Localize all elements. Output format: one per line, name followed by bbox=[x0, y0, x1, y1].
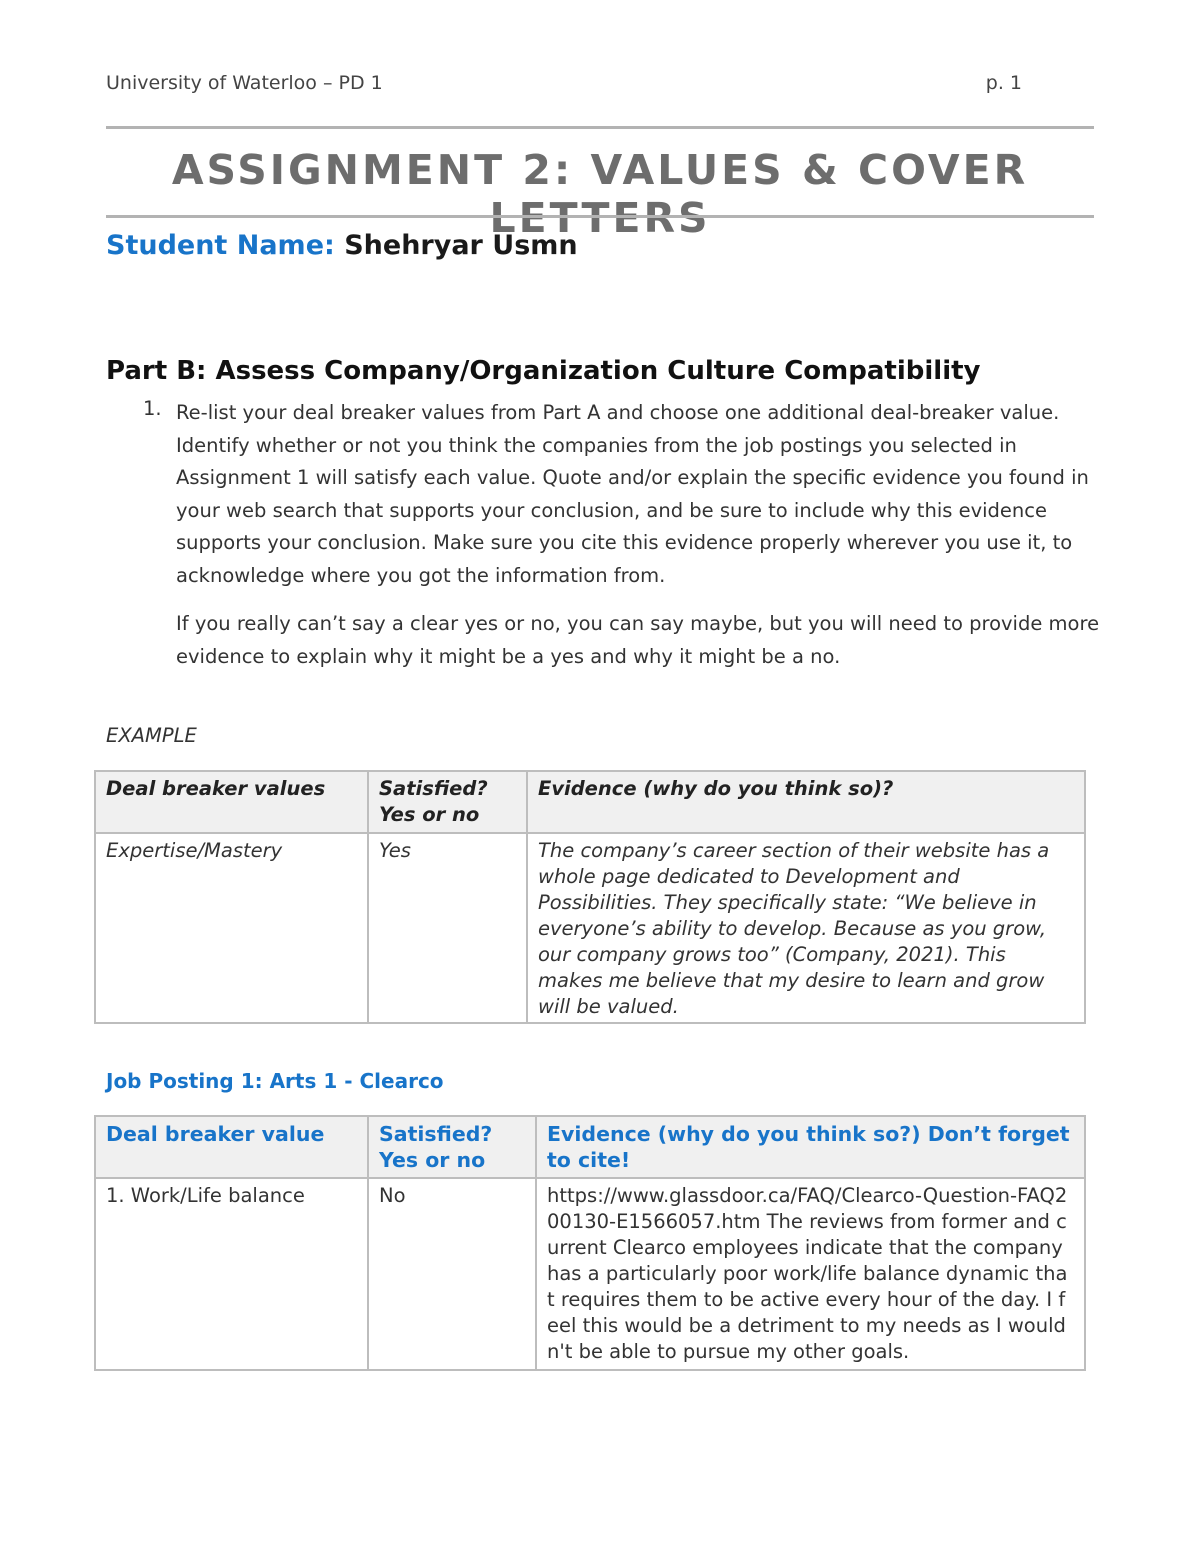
student-name-label: Student Name: bbox=[106, 230, 335, 261]
table-cell: 1. Work/Life balance bbox=[95, 1178, 368, 1370]
job-posting-heading: Job Posting 1: Arts 1 - Clearco bbox=[106, 1069, 444, 1093]
title-divider bbox=[106, 215, 1094, 218]
student-name-line bbox=[106, 230, 578, 261]
table-row bbox=[95, 833, 1085, 1023]
part-b-heading: Part B: Assess Company/Organization Culture Compatibility bbox=[106, 356, 981, 386]
table-cell: No bbox=[368, 1178, 536, 1370]
table-header-cell: Deal breaker values bbox=[95, 771, 368, 833]
header-page-number: p. 1 bbox=[985, 72, 1022, 94]
instruction-paragraph: Re-list your deal breaker values from Part A and choose one additional deal-breaker value. Identify whether or not you think the companies from the job postings you selected in Assignment 1 will satisfy each value. Quote and/or explain the specific evidence you found in your web search that supports your conclusion, and be sure to include why this evidence supports your conclusion. Make sure you cite this evidence properly wherever you use it, to acknowledge where you got the information from. bbox=[176, 401, 1089, 587]
job-posting-table bbox=[94, 1115, 1086, 1371]
table-header-cell: Satisfied? Yes or no bbox=[368, 1116, 536, 1178]
table-row bbox=[95, 1178, 1085, 1370]
student-name-value: Shehryar Usmn bbox=[344, 230, 578, 261]
table-header-cell: Satisfied? Yes or no bbox=[368, 771, 527, 833]
header-course: University of Waterloo – PD 1 bbox=[106, 72, 383, 94]
table-cell: The company’s career section of their website has a whole page dedicated to Development and Possibilities. They specifically state: “We believe in everyone’s ability to develop. Because as you grow, our company grows too” (Company, 2021). This makes me believe that my desire to learn and grow will be valued. bbox=[527, 833, 1085, 1023]
question-number: 1. bbox=[143, 397, 162, 420]
example-table bbox=[94, 770, 1086, 1024]
table-cell: Yes bbox=[368, 833, 527, 1023]
instruction-paragraph-maybe: If you really can’t say a clear yes or no, you can say maybe, but you will need to provide more evidence to explain why it might be a yes and why it might be a no. bbox=[176, 612, 1100, 668]
table-header-row bbox=[95, 771, 1085, 833]
table-header-cell: Deal breaker value bbox=[95, 1116, 368, 1178]
page-title: ASSIGNMENT 2: VALUES & COVER LETTERS bbox=[171, 146, 1029, 242]
example-label: EXAMPLE bbox=[106, 724, 197, 747]
table-header-cell: Evidence (why do you think so)? bbox=[527, 771, 1085, 833]
question-body bbox=[176, 397, 1101, 673]
table-cell: https://www.glassdoor.ca/FAQ/Clearco-Question-FAQ200130-E1566057.htm The reviews from former and current Clearco employees indicate that the company has a particularly poor work/life balance dynamic that requires them to be active every hour of the day. I feel this would be a detriment to my needs as I wouldn't be able to pursue my other goals. bbox=[536, 1178, 1085, 1370]
table-cell: Expertise/Mastery bbox=[95, 833, 368, 1023]
table-header-cell: Evidence (why do you think so?) Don’t forget to cite! bbox=[536, 1116, 1085, 1178]
top-divider bbox=[106, 126, 1094, 129]
table-header-row bbox=[95, 1116, 1085, 1178]
